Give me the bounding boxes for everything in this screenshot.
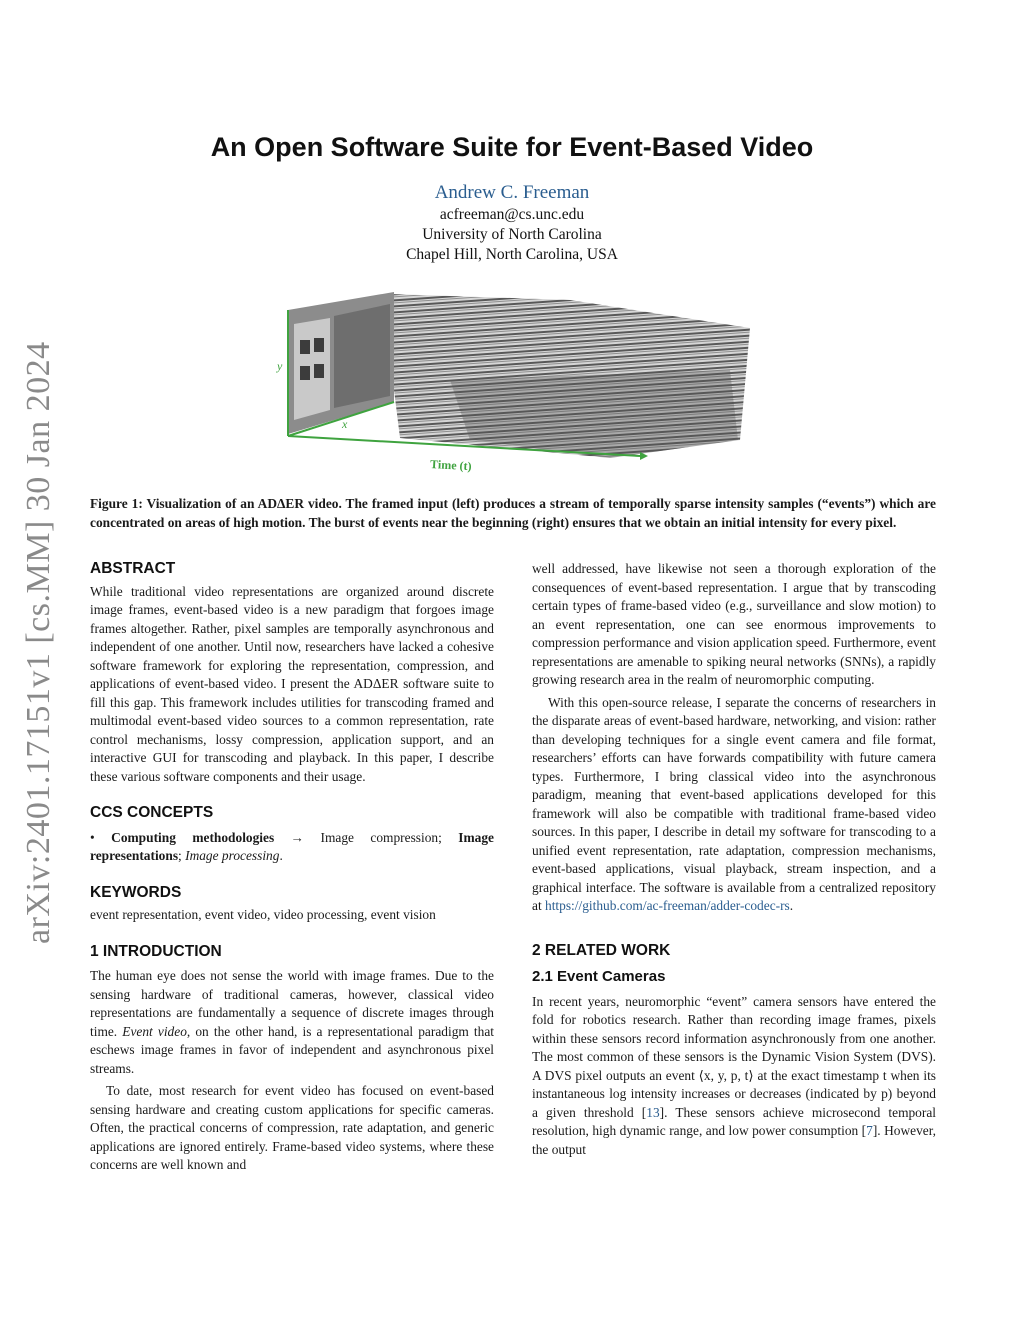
building-facade xyxy=(294,318,330,420)
ccs-text: • Computing methodologies → Image compression; Image representations; Image processing. xyxy=(90,829,494,863)
intro-paragraph-4: With this open-source release, I separate the concerns of researchers in the disparate areas of event-based hardware, networking, and vision: rather than developing techniques for a single event camera and file format, researchers’ efforts can have forwards compatibility with future camera types. Furthermore, I bring classical video into the asynchronous paradigm, meaning that event-based applications developed for this framework will also be compatible with traditional frame-based video sources. In this paper, I describe in detail my software for transcoding to a unified event representation, rate adaptation, compression mechanisms, event-based applications, visual playback, stream inspection, and a graphical interface. The software is available from a centralized repository at https://github.com/ac-freeman/adder-codec-rs. xyxy=(532,694,936,913)
author-email: acfreeman@cs.unc.edu xyxy=(439,206,585,223)
intro-paragraph-1: The human eye does not sense the world with image frames. Due to the sensing hardware of traditional cameras, however, classical video representations are fundamentally a sequence of discrete images through time. Event video, on the other hand, is a representational paradigm that eschews image frames in favor of independent and asynchronous pixel streams. xyxy=(90,968,495,1076)
left-column xyxy=(90,560,494,1175)
paper-title: An Open Software Suite for Event-Based Video xyxy=(210,132,814,162)
ccs-heading: CCS CONCEPTS xyxy=(90,804,214,821)
intro-paragraph-3: well addressed, have likewise not seen a thorough exploration of the consequences of event-based representation. I argue that by transcoding certain types of frame-based video (e.g., surveillance and slow motion) to an event representation, one can see enormous improvements to compression performance and vision application speed. Furthermore, event representations are amenable to spiking neural networks (SNNs), a rapidly growing research area in the realm of neuromorphic computing. xyxy=(532,561,936,687)
figure-event-video-visualization xyxy=(270,290,760,480)
event-cameras-subheading: 2.1 Event Cameras xyxy=(532,968,666,985)
intro-paragraph-2: To date, most research for event video has focused on event-based sensing hardware and creating custom applications for specific cameras. Often, the practical concerns of compression, rate adaptation, and generic applications are ignored entirely. Frame-based video systems, where these concerns are well known and xyxy=(90,1083,494,1172)
window xyxy=(314,338,324,352)
related-work-heading: 2 RELATED WORK xyxy=(532,941,671,959)
building-shadow xyxy=(334,304,390,408)
window xyxy=(300,340,310,354)
keywords-heading: KEYWORDS xyxy=(90,883,182,901)
time-axis-label: Time (t) xyxy=(429,457,472,474)
x-axis-label: x xyxy=(342,417,348,431)
figure-caption: Figure 1: Visualization of an ADΔER video. The framed input (left) produces a stream of temporally sparse intensity samples (“events”) which are concentrated on areas of high motion. The burst of events near the beginning (right) ensures that we obtain an initial intensity for every pixel. xyxy=(90,496,936,530)
event-cameras-paragraph: In recent years, neuromorphic “event” camera sensors have entered the fold for robotics research. Rather than recording image frames, pixels within these sensors record information asynchronously from one another. The most common of these sensors is the Dynamic Vision System (DVS). A DVS pixel outputs an event ⟨x, y, p, t⟩ at the exact timestamp t when its instantaneous log intensity increases or decreases (indicated by p) beyond a given threshold [13]. These sensors achieve microsecond temporal resolution, high dynamic range, and low power consumption [7]. However, the output xyxy=(532,993,937,1157)
right-column xyxy=(532,560,936,1159)
keywords-text: event representation, event video, video processing, event vision xyxy=(90,907,436,922)
abstract-heading: ABSTRACT xyxy=(90,560,176,577)
author-name[interactable]: Andrew C. Freeman xyxy=(434,182,590,203)
introduction-heading: 1 INTRODUCTION xyxy=(90,942,222,960)
abstract-text: While traditional video representations are organized around discrete image frames, event-based video is a new paradigm that forgoes image frames altogether. Rather, pixel samples are temporally asynchronous and independent of one another. Until now, researchers have lacked a cohesive software framework for exploring the representation, compression, and applications of event-based video. I present the ADΔER software suite to fill this gap. This framework includes utilities for transcoding framed and multimodal event-based video sources to a common representation, rate control mechanisms, lossy compression, application support, and an interactive GUI for transcoding and playback. In this paper, I describe these various software components and their usage. xyxy=(90,583,494,784)
author-institution: University of North Carolina xyxy=(422,226,602,243)
citation-7[interactable]: 7 xyxy=(866,1123,873,1138)
y-axis-label: y xyxy=(277,359,283,373)
citation-13[interactable]: 13 xyxy=(646,1104,660,1120)
event-volume-graphic xyxy=(270,290,760,480)
author-location: Chapel Hill, North Carolina, USA xyxy=(406,246,618,263)
arxiv-identifier: arXiv:2401.17151v1 [cs.MM] 30 Jan 2024 xyxy=(20,341,57,944)
window xyxy=(314,364,324,378)
repository-link[interactable]: https://github.com/ac-freeman/adder-codec-rs xyxy=(545,898,790,913)
window xyxy=(300,366,310,380)
